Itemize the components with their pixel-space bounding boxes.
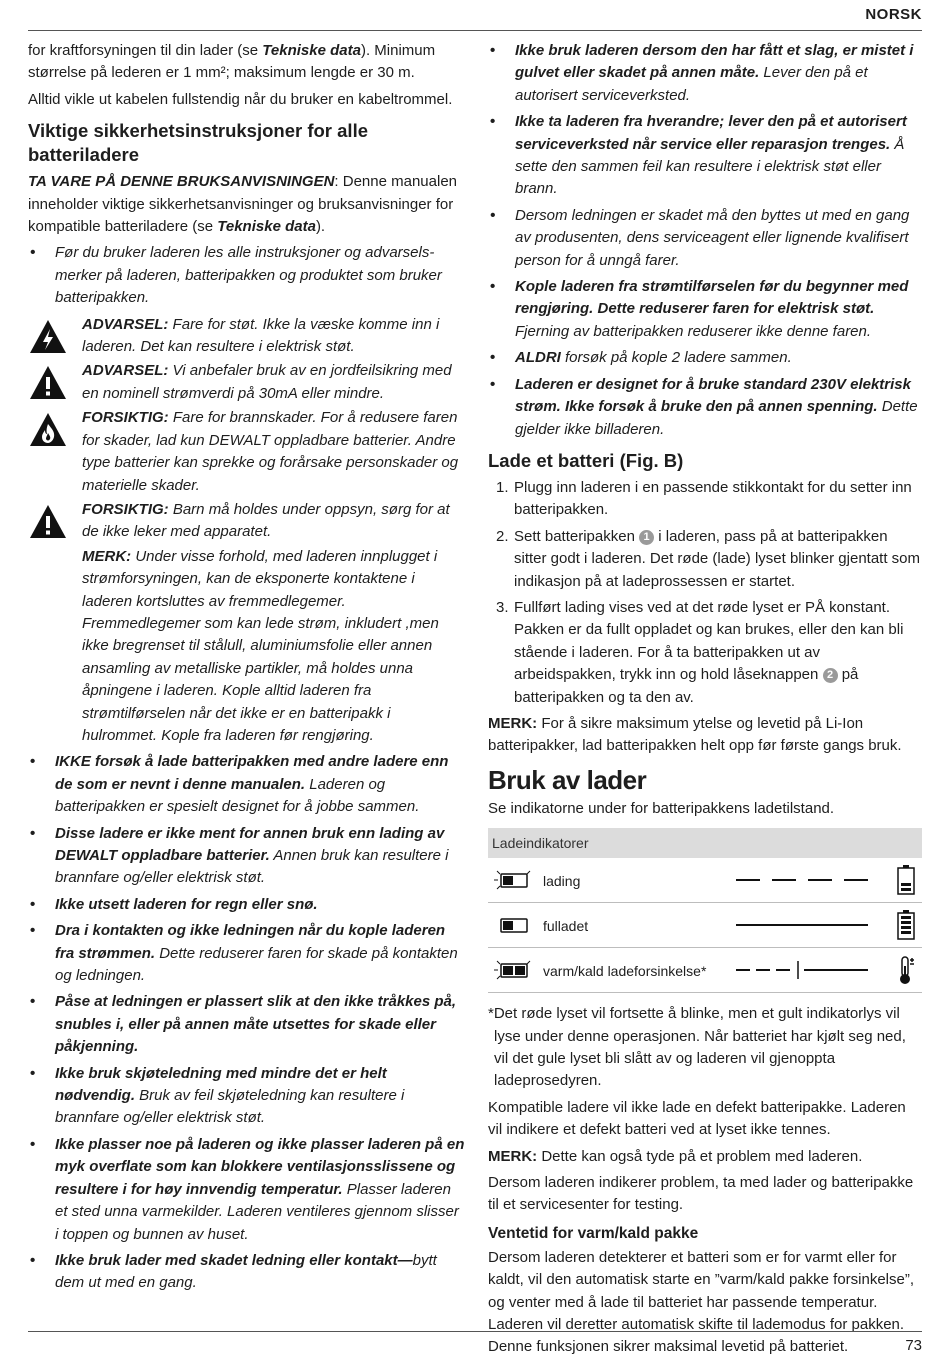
list-item: • Ikke bruk laderen dersom den har fått et slag, er mistet i gulvet eller skadet på annen måte. Lever den på et autorisert serviceverksted. [488, 40, 922, 107]
page-number: 73 [905, 1337, 922, 1354]
list-item: • Ikke bruk skjøteledning med mindre det er helt nødvendig. Bruk av feil skjøteledning kan resultere i brannfare og/eller elektrisk støt. [28, 1063, 466, 1130]
table-row [488, 948, 922, 993]
list-item: • Laderen er designet for å bruke standard 230V elektrisk strøm. Ikke forsøk å bruke den på annen spenning. Dette gjelder ikke billaderen. [488, 374, 922, 441]
delay-pattern [736, 960, 876, 980]
battery-full-icon [896, 909, 916, 941]
intro-paragraph: for kraftforsyningen til din lader (se Tekniske data). Minimum størrelse på lederen er 1 mm²; maksimum lengde er 30 m. [28, 42, 436, 82]
list-item: • IKKE forsøk å lade batteripakken med andre ladere enn de som er nevnt i denne manualen. Laderen og batteripakken er spesielt designet for å jobbe sammen. [28, 751, 466, 818]
list-item: • Ikke ta laderen fra hverandre; lever den på et autorisert serviceverksted når service eller reparasjon trenges. Å sette den sammen feil kan resultere i elektrisk støt eller brann. [488, 111, 922, 201]
safety-heading: Viktige sikkerhetsinstruksjoner for alle batteriladere [28, 120, 368, 166]
step-item: 2. Sett batteripakken 1 i laderen, pass på at batteripakken sitter godt i laderen. Det røde (lade) lyset blinker gjentatt som indikasjon på at ladeprossessen er startet. [496, 527, 921, 590]
charge-battery-heading: Lade et batteri (Fig. B) [488, 449, 684, 471]
safety-list [28, 751, 466, 1294]
caution-fire: FORSIKTIG: Fare for brannskader. For å redusere faren for skader, lad kun DEWALT oppladbare batterier. Andre type batterier kan sprekke og forårsake personskader og materielle skader. [28, 407, 466, 497]
warning-shock: ADVARSEL: Fare for støt. Ikke la væske komme inn i laderen. Det kan resultere i elektrisk støt. [28, 314, 466, 359]
defect-battery-paragraph: Kompatible ladere vil ikke lade en defekt batteripakke. Laderen vil indikere et defekt batteri ved at lyset ikke tennes. [488, 1098, 906, 1139]
left-column [28, 40, 466, 1299]
list-item: • Ikke plasser noe på laderen og ikke plasser laderen på en myk overflate som kan blokkere ventilasjonsslissene og resultere i for høy innvendig temperatur. Plasser laderen et sted unna varmekilder. Laderen ventileres gjennom slisser i toppen og bunnen av huset. [28, 1134, 466, 1246]
cable-reel-paragraph: Alltid vikle ut kabelen fullstendig når du bruker en kabeltrommel. [28, 90, 453, 108]
figure-ref-badge: 2 [823, 668, 838, 683]
indicator-label: fulladet [543, 918, 589, 935]
figure-ref-badge: 1 [639, 530, 654, 545]
list-item: • Påse at ledningen er plassert slik at den ikke tråkkes på, snubles i, eller på annen måte utsettes for skade eller påkjenning. [28, 991, 466, 1058]
table-header: Ladeindikatorer [488, 828, 922, 858]
list-item: • Kople laderen fra strømtilførselen før du begynner med rengjøring. Dette reduserer faren for elektrisk støt. Fjerning av batteripakken reduserer ikke denne faren. [488, 276, 922, 343]
warning-rcd: ADVARSEL: Vi anbefaler bruk av en jordfeilsikring med en nominell strømverdi på 30mA eller mindre. [28, 360, 466, 405]
warning-icon [28, 364, 68, 402]
right-column [488, 40, 922, 1363]
fire-hazard-icon [28, 411, 68, 449]
hot-cold-delay-heading: Ventetid for varm/kald pakke [488, 1224, 699, 1242]
safety-list-continued [488, 40, 922, 441]
list-item: • Dra i kontakten og ikke ledningen når du kople laderen fra strømmen. Dette reduserer faren for skade på kontakten og ledningen. [28, 920, 466, 987]
table-row [488, 903, 922, 948]
solid-pattern [736, 915, 876, 935]
blink-pattern [736, 870, 876, 890]
charging-steps [488, 477, 922, 709]
asterisk-note: *Det røde lyset vil fortsette å blinke, men et gult indikatorlys vil lyse under denne operasjonen. Når batteriet har kjølt seg ned, vil det gule lyset bli slått av og laderen vil gjenoppta ladeprosedyren. [488, 1005, 906, 1090]
thermometer-icon [896, 954, 916, 986]
electric-shock-warning-icon [28, 318, 68, 356]
step-item: 3. Fullført lading vises ved at det røde lyset er PÅ konstant. Pakken er da fullt oppladet og kan brukes, eller den kan bli stående i laderen. For å ta batteripakken ut av arbeidspakken, trykk inn og hold låseknappen 2 på batteripakken og ta den av. [496, 598, 904, 706]
charge-indicator-table [488, 828, 922, 993]
charger-use-heading: Bruk av lader [488, 764, 647, 795]
list-item: • Ikke bruk lader med skadet ledning eller kontakt—bytt dem ut med en gang. [28, 1250, 466, 1295]
keep-manual-paragraph: TA VARE PÅ DENNE BRUKSANVISNINGEN: Denne manualen inneholder viktige sikkerhetsanvisninger og bruksanvisninger for kompatible batteriladere (se Tekniske data). [28, 173, 458, 236]
service-paragraph: Dersom laderen indikerer problem, ta med lader og batteripakke til et servicesenter for testing. [488, 1174, 914, 1214]
list-item: • Ikke utsett laderen for regn eller snø. [28, 894, 466, 916]
table-row [488, 858, 922, 903]
indicator-label: varm/kald ladeforsinkelse* [543, 963, 707, 980]
list-item: • Disse ladere er ikke ment for annen bruk enn lading av DEWALT oppladbare batterier. Annen bruk kan resultere i brannfare og/eller elektrisk støt. [28, 823, 466, 890]
led-dual-blinking-icon [492, 958, 532, 982]
indicator-intro: Se indikatorne under for batteripakkens ladetilstand. [488, 799, 835, 817]
footer-rule [28, 1331, 922, 1332]
led-blinking-icon [492, 868, 532, 892]
note-first-charge: MERK: For å sikre maksimum ytelse og levetid på Li-Ion batteripakker, lad batteripakken helt opp før første gangs bruk. [488, 714, 902, 755]
list-item: • Dersom ledningen er skadet må den byttes ut med en gang av produsenten, dens serviceagent eller lignende kvalifisert person for å unngå farer. [488, 205, 922, 272]
list-item: • Før du bruker laderen les alle instruksjoner og advarsels-merker på laderen, batteripakken og produktet som bruker batteripakken. [28, 242, 466, 309]
led-on-icon [492, 913, 532, 937]
read-instructions-list [28, 242, 466, 309]
indicator-label: lading [543, 873, 581, 890]
header-rule [28, 30, 922, 31]
battery-charging-icon [896, 864, 916, 896]
note-charger-problem: MERK: Dette kan også tyde på et problem med laderen. [488, 1147, 863, 1165]
warning-icon [28, 503, 68, 541]
hot-cold-delay-paragraph: Dersom laderen detekterer et batteri som er for varmt eller for kaldt, vil den automatisk starte en ”varm/kald pakke forsinkelse”, og venter med å lade til batteriet har passende temperatur. Laderen vil deretter automatisk skifte til lademodus for pakken. Denne funksjonen sikrer maksimal levetid på batteriet. [488, 1248, 915, 1356]
caution-children: FORSIKTIG: Barn må holdes under oppsyn, sørg for at de ikke leker med apparatet. [28, 499, 466, 544]
step-item: 1. Plugg inn laderen i en passende stikkontakt for du setter inn batteripakken. [496, 478, 912, 519]
header-language: NORSK [865, 6, 922, 23]
list-item: • ALDRI forsøk på kople 2 ladere sammen. [488, 347, 922, 369]
note-foreign-objects: MERK: Under visse forhold, med laderen innplugget i strømforsyningen, kan de eksponerte kontaktene i laderen kortsluttes av fremmedlegemer. Fremmedlegemer som kan lede strøm, inkludert ,men ikke bregrenset til stålull, aluminiumsfolie eller annen ansamling av metalliske partikler, må holdes unna åpningene i laderen. Kople alltid laderen fra strømtilførselen når det ikke er en batteripakk i hulrommet. Kople fra laderen før rengjøring. [82, 547, 439, 744]
